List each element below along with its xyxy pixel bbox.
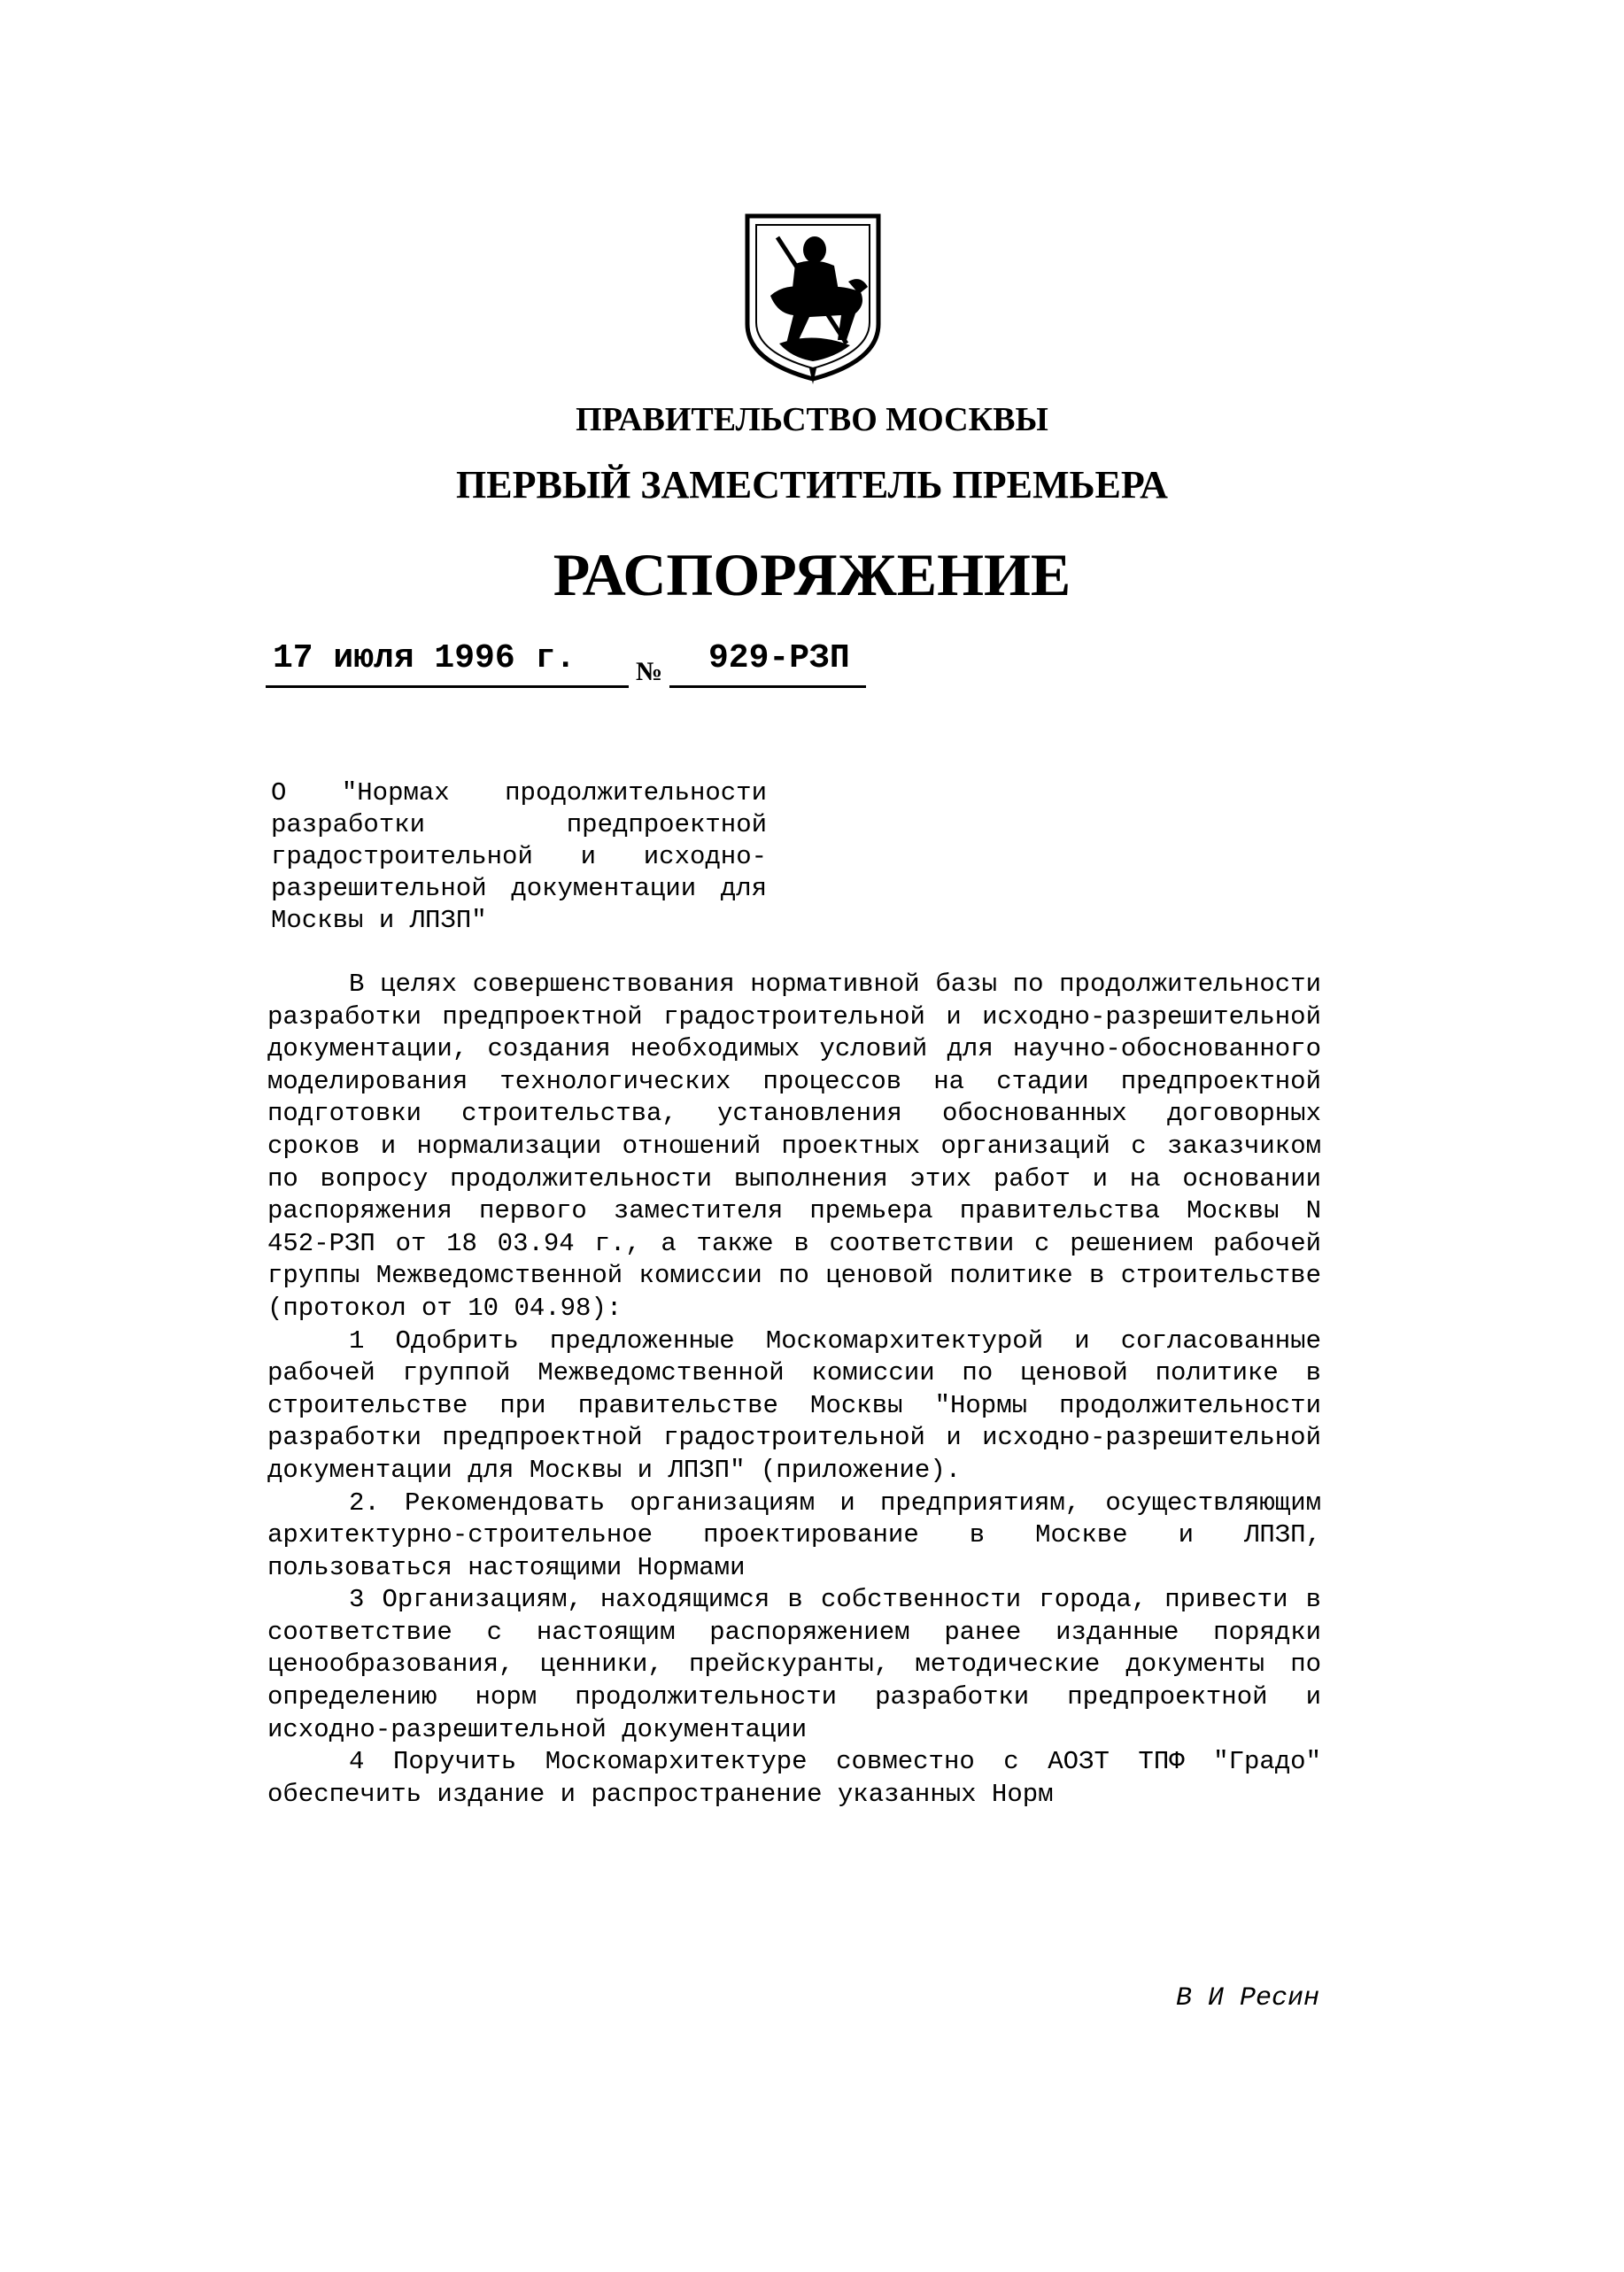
preamble-paragraph: В целях совершенствования нормативной базы по продолжительности разработки предпроектной градостроительной и исходно-разрешительной документации, создания необходимых условий для научно-обоснованного моделирования технологических процессов на стадии предпроектной подготовки строительства, установления обоснованных договорных сроков и нормализации отношений проектных организаций с заказчиком по вопросу продолжительности выполнения этих работ и на основании распоряжения первого заместителя премьера правительства Москвы N 452-РЗП от 18 03.94 г., а также в соответствии с решением рабочей группы Межведомственной комиссии по ценовой политике в строительстве (протокол от 10 04.98): [267,970,1321,1323]
document-number: 929-РЗП [708,639,850,677]
document-body [267,969,1321,1811]
document-type-title: РАСПОРЯЖЕНИЕ [553,541,1071,608]
document-date: 17 июля 1996 г. [273,639,576,677]
number-sign: № [636,657,663,686]
position-title: ПЕРВЫЙ ЗАМЕСТИТЕЛЬ ПРЕМЬЕРА [456,463,1168,506]
item-2-paragraph: 2. Рекомендовать организациям и предприятиям, осуществляющим архитектурно-строительное проектирование в Москве и ЛПЗП, пользоваться настоящими Нормами [267,1488,1321,1582]
number-underline [669,685,866,688]
signature: В И Ресин [1175,1983,1319,2013]
item-1-paragraph: 1 Одобрить предложенные Москомархитектурой и согласованные рабочей группой Межведомственной комиссии по ценовой политике в строительстве при правительстве Москвы "Нормы продолжительности разработки предпроектной градостроительной и исходно-разрешительной документации для Москвы и ЛПЗП" (приложение). [267,1325,1321,1485]
government-title: ПРАВИТЕЛЬСТВО МОСКВЫ [576,401,1048,438]
moscow-coat-of-arms-icon [742,211,884,384]
document-subject: О "Нормах продолжительности разработки предпроектной градостроительной и исходно-разрешительной документации для Москвы и ЛПЗП" [271,778,767,935]
date-underline [266,685,629,688]
registration-line [266,639,885,701]
item-3-paragraph: 3 Организациям, находящимся в собственности города, привести в соответствие с настоящим распоряжением ранее изданные порядки ценообразования, ценники, прейскуранты, методические документы по определению норм продолжительности разработки предпроектной и исходно-разрешительной документации [267,1585,1321,1744]
item-4-paragraph: 4 Поручить Москомархитектуре совместно с АОЗТ ТПФ "Градо" обеспечить издание и распространение указанных Норм [267,1747,1321,1809]
